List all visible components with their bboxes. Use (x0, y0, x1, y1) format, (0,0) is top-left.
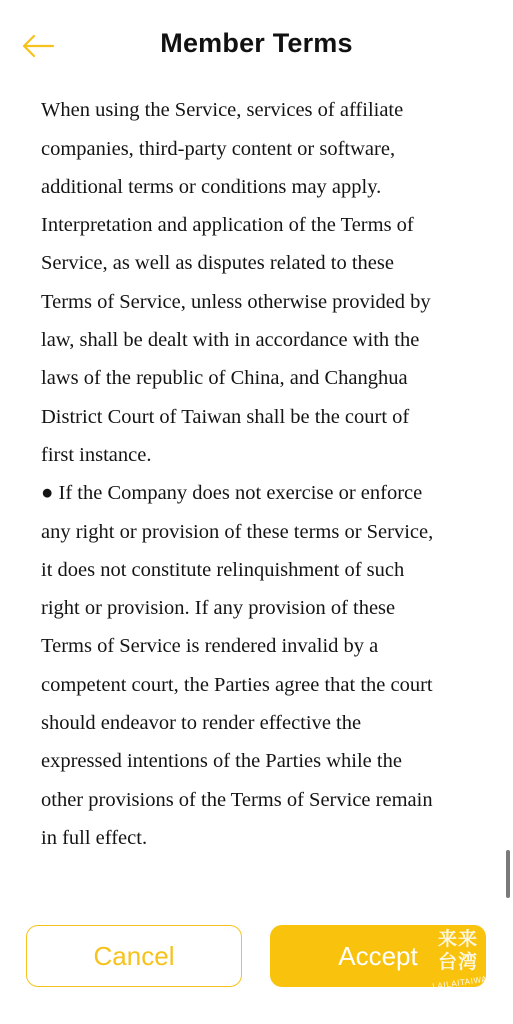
terms-line: competent court, the Parties agree that the court (41, 673, 433, 696)
terms-line: additional terms or conditions may apply. (41, 175, 382, 198)
terms-line: law, shall be dealt with in accordance with the (41, 329, 420, 352)
terms-line: should endeavor to render effective the (41, 712, 362, 735)
terms-line: expressed intentions of the Parties while the (41, 750, 402, 773)
watermark-text-line2: 台湾 (438, 951, 479, 973)
watermark-text-line1: 来来 (438, 928, 479, 950)
terms-line: Service, as well as disputes related to these (41, 252, 394, 275)
terms-line: Interpretation and application of the Terms of (41, 214, 414, 237)
terms-line: When using the Service, services of affiliate (41, 99, 404, 122)
terms-content[interactable] (0, 84, 513, 874)
terms-line: other provisions of the Terms of Service remain (41, 788, 433, 811)
watermark-latin: LAILAITAIWAN (431, 973, 495, 992)
watermark-logo (431, 928, 495, 994)
terms-line: first instance. (41, 443, 152, 466)
cancel-button[interactable]: Cancel (26, 925, 242, 987)
terms-line: laws of the republic of China, and Changhua (41, 367, 408, 390)
terms-line: District Court of Taiwan shall be the court of (41, 405, 410, 428)
terms-line: companies, third-party content or software, (41, 137, 396, 160)
terms-line: right or provision. If any provision of these (41, 597, 396, 620)
terms-line: in full effect. (41, 826, 148, 849)
terms-line: any right or provision of these terms or Service, (41, 520, 434, 543)
terms-line: Terms of Service is rendered invalid by a (41, 635, 379, 658)
terms-line: it does not constitute relinquishment of such (41, 558, 405, 581)
accept-button[interactable]: Accept (270, 925, 486, 987)
page-title: Member Terms (160, 28, 353, 58)
terms-text (41, 53, 481, 857)
terms-line: Terms of Service, unless otherwise provided by (41, 290, 431, 313)
scrollbar-thumb[interactable] (506, 850, 510, 898)
footer-bar (0, 874, 513, 1024)
header-bar (0, 0, 513, 84)
terms-line: ● If the Company does not exercise or enforce (41, 482, 423, 505)
